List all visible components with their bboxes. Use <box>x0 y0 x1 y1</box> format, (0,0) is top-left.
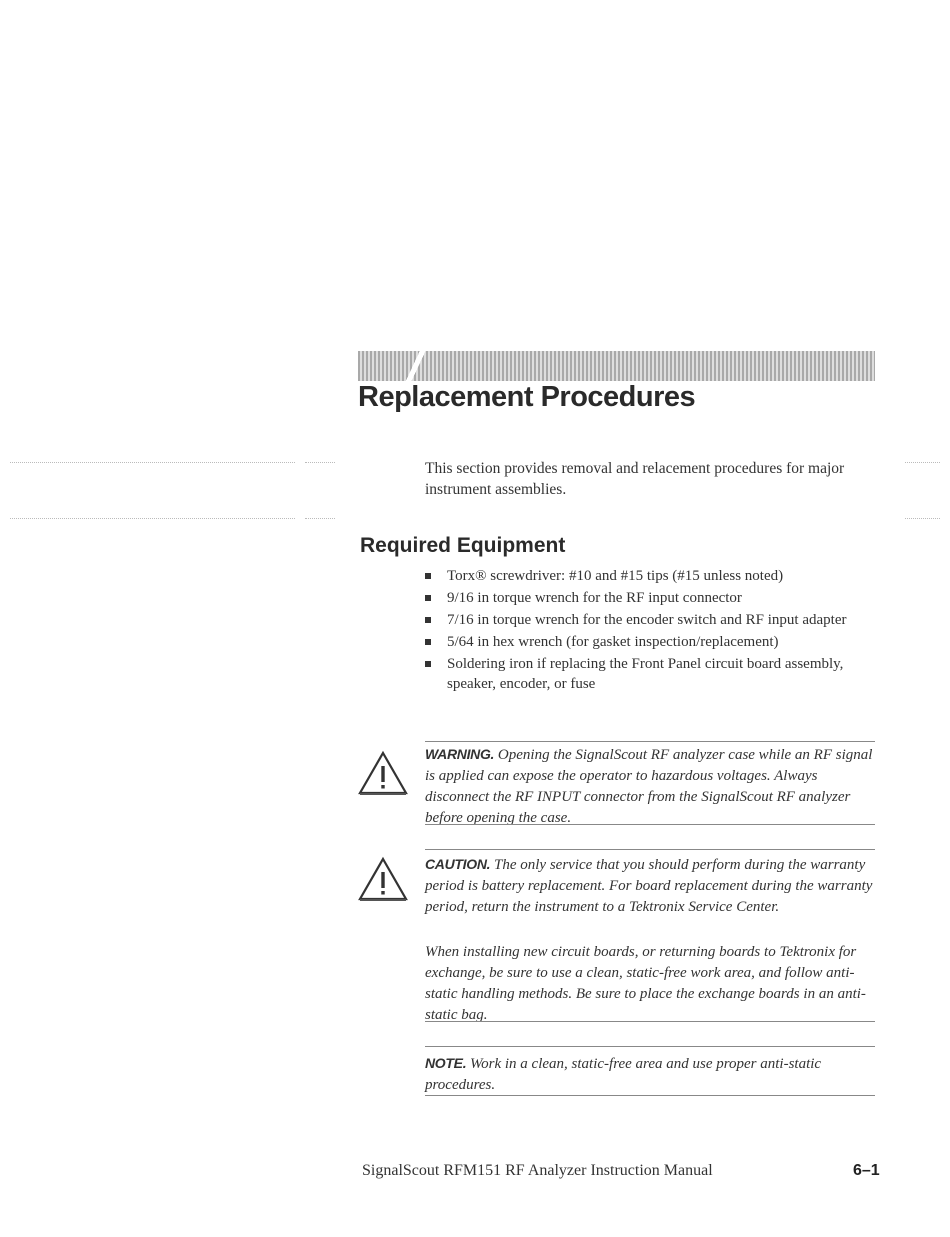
list-item: 5/64 in hex wrench (for gasket inspection/replacement) <box>425 632 855 652</box>
note-bottom-rule <box>425 1095 875 1096</box>
footer-manual-title: SignalScout RFM151 RF Analyzer Instruction Manual <box>362 1162 713 1179</box>
margin-mark <box>10 462 295 463</box>
margin-mark <box>905 518 940 519</box>
caution-text: The only service that you should perform during the warranty period is battery replacement. For board replacement during the warranty period, return the instrument to a Tektronix Service Center. <box>425 857 873 915</box>
margin-mark <box>305 462 335 463</box>
list-item: 7/16 in torque wrench for the encoder switch and RF input adapter <box>425 610 855 630</box>
warning-bottom-rule <box>425 824 875 825</box>
warning-notice <box>425 744 875 829</box>
list-item: 9/16 in torque wrench for the RF input connector <box>425 588 855 608</box>
intro-paragraph: This section provides removal and relacement procedures for major instrument assemblies. <box>425 460 845 498</box>
page-number: 6–1 <box>853 1162 880 1179</box>
note-top-rule <box>425 1046 875 1047</box>
required-equipment-heading: Required Equipment <box>360 534 566 557</box>
page-title: Replacement Procedures <box>358 381 696 413</box>
caution-top-rule <box>425 849 875 850</box>
section-banner <box>358 351 875 381</box>
margin-mark <box>10 518 295 519</box>
margin-mark <box>305 518 335 519</box>
warning-triangle-icon <box>357 750 409 796</box>
bullet-icon <box>425 617 431 623</box>
caution-label: CAUTION. <box>425 856 491 872</box>
caution-triangle-icon <box>357 856 409 902</box>
list-item: Soldering iron if replacing the Front Panel circuit board assembly, speaker, encoder, or fuse <box>425 654 855 694</box>
bullet-icon <box>425 573 431 579</box>
caution-notice <box>425 854 875 918</box>
equipment-list <box>425 566 855 696</box>
margin-mark <box>905 462 940 463</box>
list-item: Torx® screwdriver: #10 and #15 tips (#15 unless noted) <box>425 566 855 586</box>
warning-label: WARNING. <box>425 746 495 762</box>
warning-text: Opening the SignalScout RF analyzer case while an RF signal is applied can expose the operator to hazardous voltages. Always disconnect the RF INPUT connector from the SignalScout RF analyzer before opening the case. <box>425 747 873 826</box>
bullet-icon <box>425 661 431 667</box>
section-banner-accent <box>400 351 430 381</box>
note-text: Work in a clean, static-free area and use proper anti-static procedures. <box>425 1056 822 1093</box>
bullet-icon <box>425 639 431 645</box>
caution-paragraph-2: When installing new circuit boards, or returning boards to Tektronix for exchange, be sure to use a clean, static-free work area, and follow anti-static handling methods. Be sure to place the exchange boards in an anti-static bag. <box>425 944 866 1023</box>
warning-top-rule <box>425 741 875 742</box>
caution-bottom-rule <box>425 1021 875 1022</box>
note-notice <box>425 1053 875 1096</box>
note-label: NOTE. <box>425 1055 467 1071</box>
bullet-icon <box>425 595 431 601</box>
